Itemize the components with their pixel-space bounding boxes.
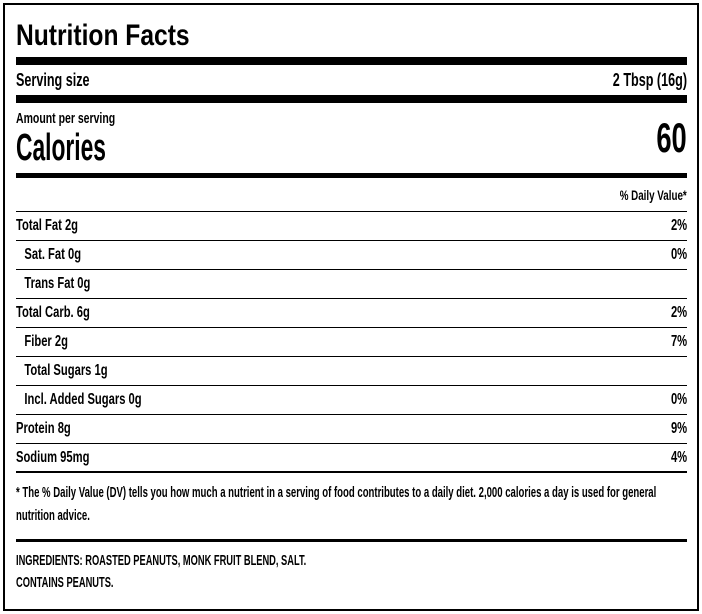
nutrient-row <box>16 386 687 415</box>
serving-size-label: Serving size <box>16 69 90 90</box>
nutrient-row <box>16 270 687 299</box>
divider-ingredients <box>16 539 687 542</box>
nutrient-daily-value: 4% <box>670 448 687 466</box>
nutrition-facts-label <box>3 3 699 611</box>
calories-label <box>16 128 166 168</box>
label-title-text: Nutrition Facts <box>16 19 190 52</box>
nutrient-name: Total Fat 2g <box>16 217 79 234</box>
nutrient-name: Total Sugars 1g <box>24 362 108 379</box>
contains-line <box>16 572 687 594</box>
calories-value-text: 60 <box>656 114 687 161</box>
nutrient-rows <box>16 212 687 473</box>
serving-size-row <box>16 65 687 95</box>
daily-value-header-row <box>16 178 687 212</box>
nutrient-daily-value: 2% <box>670 304 687 321</box>
thick-divider-serving <box>16 95 687 103</box>
nutrient-name: Sat. Fat 0g <box>24 246 82 263</box>
ingredients-line <box>16 550 687 572</box>
serving-size-value: 2 Tbsp (16g) <box>612 69 687 90</box>
nutrient-name: Total Carb. 6g <box>16 304 90 321</box>
calories-section <box>16 103 687 173</box>
nutrient-name: Incl. Added Sugars 0g <box>24 391 142 408</box>
nutrient-daily-value: 0% <box>670 246 687 263</box>
nutrient-daily-value: 0% <box>670 391 687 408</box>
calories-label-text: Calories <box>16 127 106 169</box>
ingredients-text: INGREDIENTS: ROASTED PEANUTS, MONK FRUIT BLEND, SALT. <box>16 552 307 569</box>
nutrient-row <box>16 444 687 473</box>
nutrient-daily-value: 7% <box>670 333 687 350</box>
label-title <box>16 19 687 53</box>
daily-value-footnote-text: * The % Daily Value (DV) tells you how much a nutrient in a serving of food contributes to a daily diet. 2,000 calories a day is used for general nutrition advice. <box>16 485 657 524</box>
nutrient-row <box>16 328 687 357</box>
amount-per-serving-label <box>16 110 166 128</box>
ingredients-section <box>16 550 687 594</box>
daily-value-header: % Daily Value* <box>619 186 687 203</box>
contains-text: CONTAINS PEANUTS. <box>16 574 114 591</box>
calories-left <box>16 110 166 173</box>
nutrient-name: Sodium 95mg <box>16 448 90 466</box>
nutrient-daily-value: 9% <box>670 420 687 437</box>
nutrient-row <box>16 241 687 270</box>
nutrient-name: Fiber 2g <box>24 333 68 350</box>
nutrient-name: Protein 8g <box>16 420 71 437</box>
nutrient-row <box>16 299 687 328</box>
nutrient-row <box>16 357 687 386</box>
nutrient-row <box>16 415 687 444</box>
thick-divider-top <box>16 57 687 65</box>
calories-value <box>640 115 687 173</box>
nutrient-row <box>16 212 687 241</box>
nutrient-daily-value: 2% <box>670 217 687 234</box>
nutrient-name: Trans Fat 0g <box>24 275 91 292</box>
amount-per-serving-text: Amount per serving <box>16 110 116 127</box>
daily-value-footnote <box>16 473 687 533</box>
